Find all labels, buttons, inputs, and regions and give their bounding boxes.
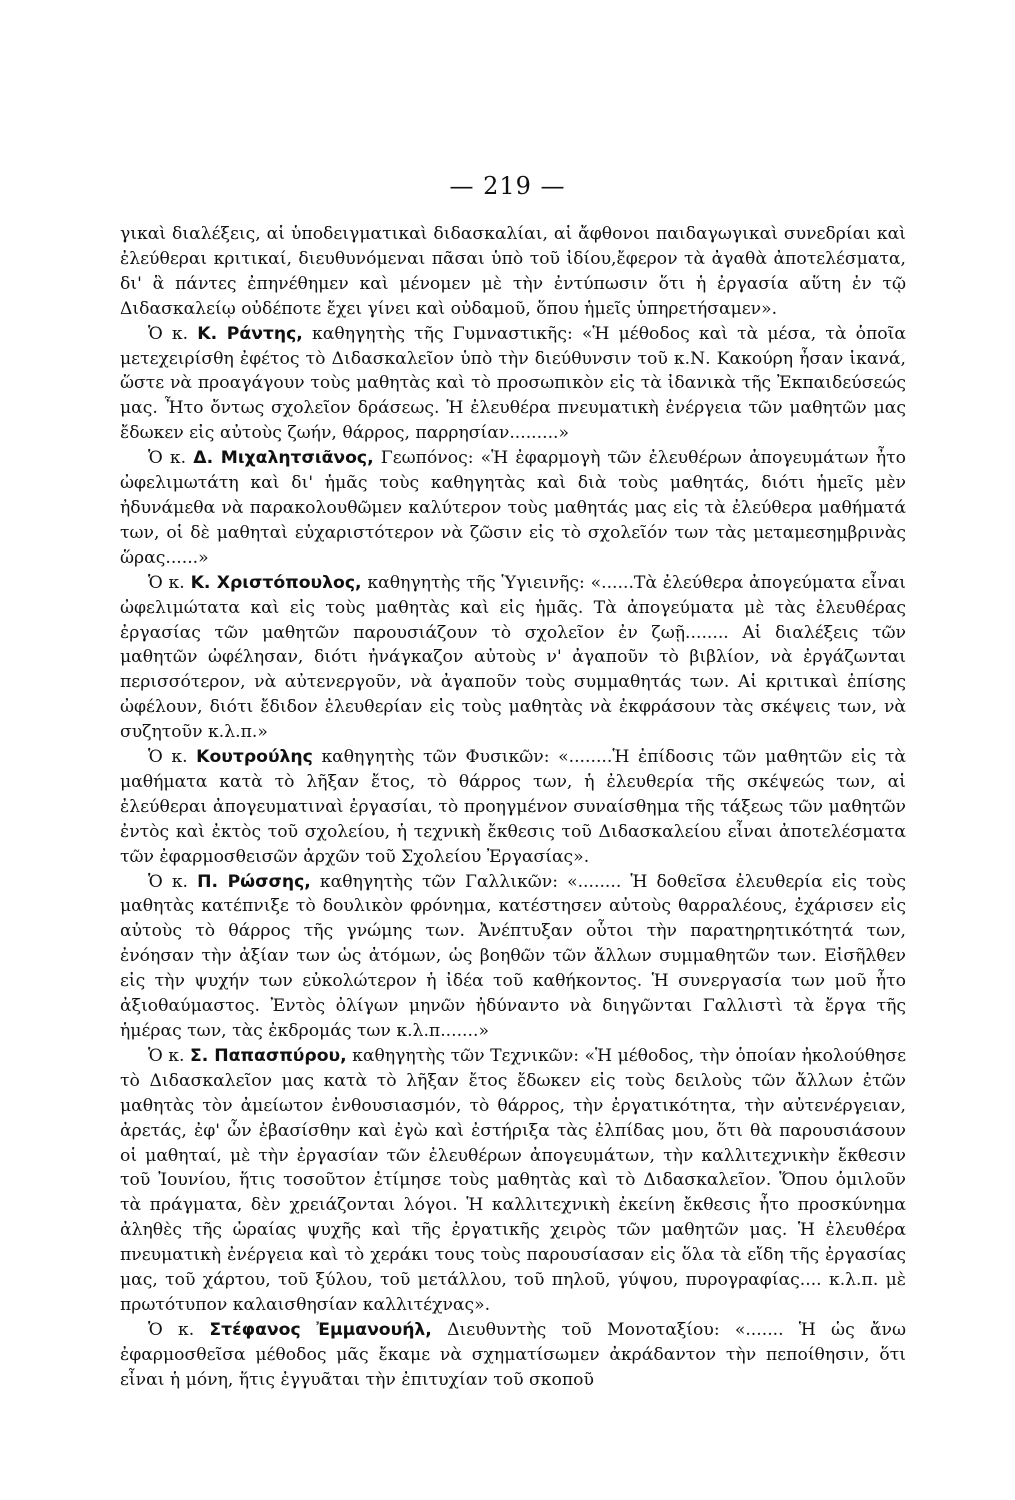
speaker-name: Κ. Χριστόπουλος, xyxy=(190,572,362,593)
speaker-prefix: Ὁ κ. xyxy=(148,1319,195,1340)
speaker-prefix: Ὁ κ. xyxy=(148,1045,185,1066)
page-body xyxy=(120,222,906,1393)
speaker-prefix: Ὁ κ. xyxy=(148,871,189,892)
paragraph-christopoulos xyxy=(120,571,906,745)
paragraph-michalitsianos xyxy=(120,446,906,571)
paragraph-text: καθηγητὴς τῶν Γαλλικῶν: «........ Ἡ δοθεῖσα ἐλευθερία εἰς τοὺς μαθητὰς κατέπνιξε τὸ δουλικὸν φρόνημα, κατέστησεν αὐτοὺς θαρραλέους, ἐχάρισεν εἰς αὐτοὺς τὸ θάρρος τῆς γνώμης των. Ἀνέπτυξαν οὗτοι τὴν παρατηρητικότητά των, ἐνόησαν τὴν ἀξίαν των ὡς ἀτόμων, ὡς βοηθῶν τῶν ἄλλων συμμαθητῶν των. Εἰσῆλθεν εἰς τὴν ψυχήν των εὐκολώτερον ἡ ἰδέα τοῦ καθήκοντος. Ἡ συνεργασία των μοῦ ἦτο ἀξιοθαύμαστος. Ἐντὸς ὀλίγων μηνῶν ἠδύναντο νὰ διηγῶνται Γαλλιστὶ τὰ ἔργα τῆς ἡμέρας των, τὰς ἐκδρομάς των κ.λ.π.......» xyxy=(120,871,906,1041)
page-number: — 219 — xyxy=(449,172,566,200)
paragraph-text: Γεωπόνος: «Ἡ ἐφαρμογὴ τῶν ἐλευθέρων ἀπογευμάτων ἦτο ὠφελιμωτάτη καὶ δι' ἡμᾶς τοὺς καθηγητὰς καὶ διὰ τοὺς μαθητάς, διότι ἡμεῖς μὲν ἠδυνάμεθα νὰ παρακολουθῶμεν καλύτερον τοὺς μαθητάς μας εἰς τὰ ἐλεύθερα μαθήματά των, οἱ δὲ μαθηταὶ εὐχαριστότερον νὰ ζῶσιν εἰς τὸ σχολεῖόν των τὰς μεταμεσημβρινὰς ὥρας......» xyxy=(120,448,906,568)
speaker-name: Π. Ρώσσης, xyxy=(197,871,311,892)
speaker-prefix: Ὁ κ. xyxy=(148,747,188,768)
paragraph-koutroulis xyxy=(120,745,906,870)
speaker-name: Κ. Ράντης, xyxy=(197,323,303,344)
paragraph-continuation xyxy=(120,222,906,322)
paragraph-text: καθηγητὴς τῶν Τεχνικῶν: «Ἡ μέθοδος, τὴν ὁποίαν ἠκολούθησε τὸ Διδασκαλεῖον μας κατὰ τὸ λῆξαν ἔτος ἔδωκεν εἰς τοὺς δειλοὺς τῶν ἄλλων ἐτῶν μαθητὰς τὸν ἀμείωτον ἐνθουσιασμόν, τὸ θάρρος, τὴν ἐργατικότητα, τὴν αὐτενέργειαν, ἀρετάς, ἐφ' ὧν ἐβασίσθην καὶ ἐγὼ καὶ ἐστήριξα τὰς ἐλπίδας μου, ὅτι θὰ παρουσιάσουν οἱ μαθηταί, μὲ τὴν ἐργασίαν τῶν ἐλευθέρων ἀπογευμάτων, τὴν καλλιτεχνικὴν ἔκθεσιν τοῦ Ἰουνίου, ἥτις τοσοῦτον ἐτίμησε τοὺς μαθητὰς καὶ τὸ Διδασκαλεῖον. Ὅπου ὁμιλοῦν τὰ πράγματα, δὲν χρειάζονται λόγοι. Ἡ καλλιτεχνικὴ ἐκείνη ἔκθεσις ἦτο προσκύνημα ἀληθὲς τῆς ὡραίας ψυχῆς καὶ τῆς ἐργατικῆς χειρὸς τῶν μαθητῶν μας. Ἡ ἐλευθέρα πνευματικὴ ἐνέργεια καὶ τὸ χεράκι τους τοὺς παρουσίασαν εἰς ὅλα τὰ εἴδη τῆς ἐργασίας μας, τοῦ χάρτου, τοῦ ξύλου, τοῦ μετάλλου, τοῦ πηλοῦ, γύψου, πυρογραφίας.... κ.λ.π. μὲ πρωτότυπον καλαισθησίαν καλλιτέχνας». xyxy=(120,1045,906,1315)
paragraph-text: καθηγητὴς τῆς Γυμναστικῆς: «Ἡ μέθοδος καὶ τὰ μέσα, τὰ ὁποῖα μετεχειρίσθη ἐφέτος τὸ Διδασκαλεῖον ὑπὸ τὴν διεύθυνσιν τοῦ κ.Ν. Κακούρη ἦσαν ἱκανά, ὥστε νὰ προαγάγουν τοὺς μαθητὰς καὶ τὸ προσωπικὸν εἰς τὰ ἰδανικὰ τῆς Ἐκπαιδεύσεώς μας. Ἦτο ὄντως σχολεῖον δράσεως. Ἡ ἐλευθέρα πνευματικὴ ἐνέργεια τῶν μαθητῶν μας ἔδωκεν εἰς αὐτοὺς ζωήν, θάρρος, παρρησίαν.........» xyxy=(120,323,906,444)
paragraph-papaspyrou xyxy=(120,1044,906,1318)
speaker-prefix: Ὁ κ. xyxy=(148,323,189,344)
paragraph-text: Διευθυντὴς τοῦ Μονοταξίου: «....... Ἡ ὡς ἄνω ἐφαρμοσθεῖσα μέθοδος μᾶς ἔκαμε νὰ σχηματίσωμεν ἀκράδαντον τὴν πεποίθησιν, ὅτι εἶναι ἡ μόνη, ἥτις ἐγγυᾶται τὴν ἐπιτυχίαν τοῦ σκοποῦ xyxy=(120,1319,906,1390)
paragraph-rantis xyxy=(120,322,906,447)
paragraph-rossis xyxy=(120,870,906,1044)
paragraph-text: καθηγητὴς τῶν Φυσικῶν: «........Ἡ ἐπίδοσις τῶν μαθητῶν εἰς τὰ μαθήματα κατὰ τὸ λῆξαν ἔτος, τὸ θάρρος των, ἡ ἐλευθερία τῆς σκέψεώς των, αἱ ἐλεύθεραι ἀπογευματιναὶ ἐργασίαι, τὸ προηγμένον συναίσθημα τῆς τάξεως τῶν μαθητῶν ἐντὸς καὶ ἐκτὸς τοῦ σχολείου, ἡ τεχνικὴ ἔκθεσις τοῦ Διδασκαλείου εἶναι ἀποτελέσματα τῶν ἐφαρμοσθεισῶν ἀρχῶν τοῦ Σχολείου Ἐργασίας». xyxy=(120,747,907,867)
speaker-prefix: Ὁ κ. xyxy=(148,448,187,469)
speaker-name: Δ. Μιχαλητσιᾶνος, xyxy=(193,448,374,469)
paragraph-text: γικαὶ διαλέξεις, αἱ ὑποδειγματικαὶ διδασκαλίαι, αἱ ἄφθονοι παιδαγωγικαὶ συνεδρίαι καὶ ἐλεύθεραι κριτικαί, διευθυνόμεναι πᾶσαι ὑπὸ τοῦ ἰδίου,ἔφερον τὰ ἀγαθὰ ἀποτελέσματα, δι' ἃ πάντες ἐπηνέθημεν καὶ μένομεν μὲ τὴν ἐντύπωσιν ὅτι ἡ ἐργασία αὕτη ἐν τῷ Διδασκαλείῳ οὐδέποτε ἔχει γίνει καὶ οὐδαμοῦ, ὅπου ἡμεῖς ὑπηρετήσαμεν». xyxy=(120,224,906,319)
speaker-name: Στέφανος Ἐμμανουήλ, xyxy=(209,1319,432,1340)
paragraph-emmanouil xyxy=(120,1318,906,1393)
speaker-prefix: Ὁ κ. xyxy=(148,572,185,593)
speaker-name: Κουτρούλης xyxy=(196,747,313,768)
paragraph-text: καθηγητὴς τῆς Ὑγιεινῆς: «......Τὰ ἐλεύθερα ἀπογεύματα εἶναι ὠφελιμώτατα καὶ εἰς τοὺς μαθητὰς καὶ εἰς ἡμᾶς. Τὰ ἀπογεύματα μὲ τὰς ἐλευθέρας ἐργασίας τῶν μαθητῶν παρουσιάζουν τὸ σχολεῖον ἐν ζωῇ........ Αἱ διαλέξεις τῶν μαθητῶν ὠφέλησαν, διότι ἠνάγκαζον αὐτοὺς ν' ἀγαποῦν τὸ βιβλίον, νὰ ἐργάζωνται περισσότερον, νὰ αὐτενεργοῦν, νὰ ἀγαποῦν τοὺς συμμαθητάς των. Αἱ κριτικαὶ ἐπίσης ὠφέλουν, διότι ἔδιδον ἐλευθερίαν εἰς τοὺς μαθητὰς νὰ ἐκφράσουν τὰς σκέψεις των, νὰ συζητοῦν κ.λ.π.» xyxy=(120,572,906,743)
speaker-name: Σ. Παπασπύρου, xyxy=(189,1045,347,1066)
